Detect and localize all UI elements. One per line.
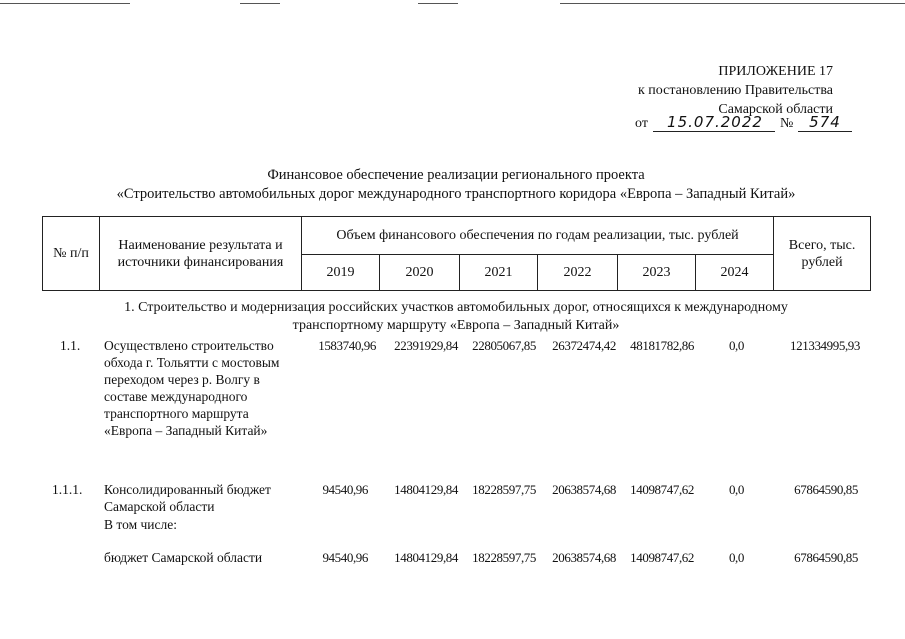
column-header-group: Объем финансового обеспечения по годам реализации, тыс. рублей: [302, 217, 774, 255]
decree-date: 15.07.2022: [667, 113, 763, 131]
appendix-line-1: к постановлению Правительства: [637, 83, 833, 98]
value-2021: 18228597,75: [472, 550, 536, 565]
row-name: Осуществлено строительство обхода г. Тольятти с мостовым переходом через р. Волгу в составе международного транспортного маршрута «Европа – Западный Китай»: [104, 338, 280, 438]
year-header: 2020: [380, 255, 460, 291]
value-2024: 0,0: [728, 482, 744, 497]
date-underline: [653, 131, 775, 132]
scan-artifact-line: [418, 3, 458, 4]
document-title: [42, 166, 870, 204]
value-2022: 20638574,68: [552, 550, 616, 565]
section-heading: [42, 299, 870, 335]
financing-table-header: [42, 216, 871, 291]
value-total: 121334995,93: [790, 338, 860, 353]
value-total: 67864590,85: [794, 550, 858, 565]
value-2023: 14098747,62: [630, 482, 694, 497]
scan-artifact-line: [240, 3, 280, 4]
decree-number: 574: [809, 113, 841, 131]
value-2021: 18228597,75: [472, 482, 536, 497]
value-2020: 22391929,84: [394, 338, 458, 353]
section-line-2: транспортному маршруту «Европа – Западный Китай»: [292, 318, 620, 333]
year-header: 2022: [538, 255, 618, 291]
row-number: 1.1.: [60, 338, 81, 353]
row-number: 1.1.1.: [52, 482, 83, 497]
decree-date-line: [635, 115, 875, 137]
number-underline: [798, 131, 852, 132]
value-2020: 14804129,84: [394, 550, 458, 565]
year-header: 2019: [302, 255, 380, 291]
value-2022: 20638574,68: [552, 482, 616, 497]
value-2024: 0,0: [728, 338, 744, 353]
year-header: 2021: [460, 255, 538, 291]
title-line-1: Финансовое обеспечение реализации регионального проекта: [267, 167, 645, 183]
scan-artifact-line: [560, 3, 905, 4]
section-line-1: 1. Строительство и модернизация российских участков автомобильных дорог, относящихся к международному: [124, 300, 788, 315]
from-label: от: [635, 116, 648, 131]
value-2020: 14804129,84: [394, 482, 458, 497]
appendix-line-2: Самарской области: [718, 102, 833, 117]
value-2022: 26372474,42: [552, 338, 616, 353]
value-2019: 1583740,96: [318, 338, 376, 353]
scan-artifact-line: [0, 3, 130, 4]
value-total: 67864590,85: [794, 482, 858, 497]
value-2021: 22805067,85: [472, 338, 536, 353]
value-2023: 48181782,86: [630, 338, 694, 353]
column-header-total: Всего, тыс. рублей: [774, 217, 871, 291]
title-line-2: «Строительство автомобильных дорог международного транспортного коридора «Европа – Западный Китай»: [116, 186, 796, 202]
value-2019: 94540,96: [322, 550, 368, 565]
row-name: Консолидированный бюджет Самарской области: [104, 482, 271, 514]
appendix-title: ПРИЛОЖЕНИЕ 17: [718, 64, 833, 79]
year-header: 2024: [696, 255, 774, 291]
appendix-header: [533, 62, 833, 119]
column-header-name: Наименование результата и источники финансирования: [100, 217, 302, 291]
row-name: бюджет Самарской области: [104, 550, 263, 565]
value-2024: 0,0: [728, 550, 744, 565]
year-header: 2023: [618, 255, 696, 291]
value-2019: 94540,96: [322, 482, 368, 497]
number-label: №: [780, 116, 794, 131]
value-2023: 14098747,62: [630, 550, 694, 565]
row-name: В том числе:: [104, 517, 177, 532]
column-header-number: № п/п: [43, 217, 100, 291]
